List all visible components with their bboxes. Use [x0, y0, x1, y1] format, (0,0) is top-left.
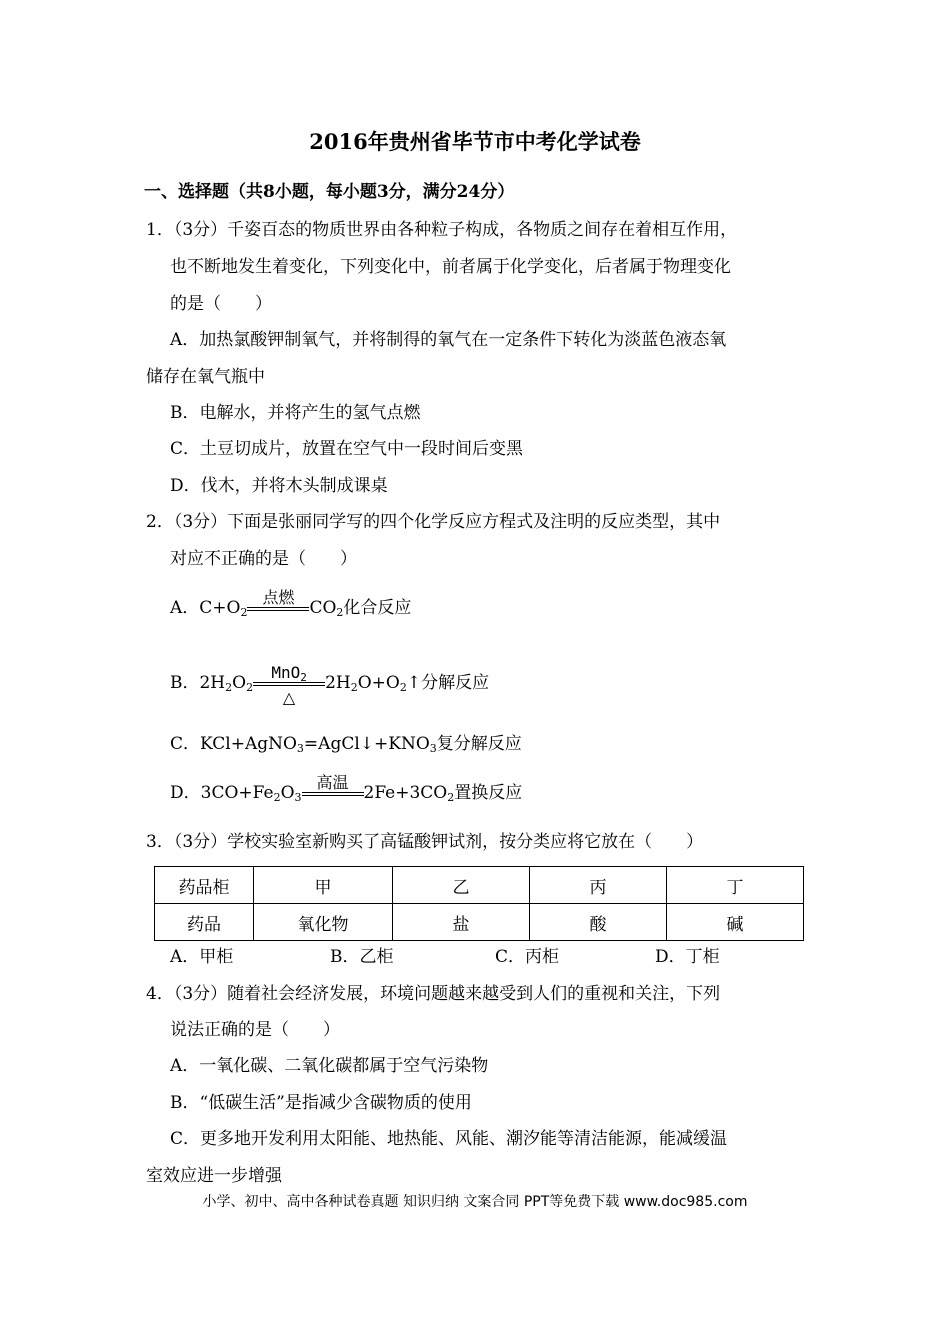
q2-c-part: C．KCl+AgNO — [170, 734, 297, 754]
q1-option-a-line1: A．加热氯酸钾制氧气，并将制得的氧气在一定条件下转化为淡蓝色液态氧 — [170, 330, 727, 350]
q2-a-product: CO — [309, 598, 337, 618]
heat-condition: △ — [282, 687, 296, 707]
catalyst-condition: MnO$_2$ — [271, 662, 307, 684]
table-row — [155, 867, 804, 904]
table-cell: 氧化物 — [254, 904, 393, 941]
section-heading: 一、选择题（共8小题，每小题3分，满分24分） — [144, 182, 515, 202]
q2-option-b — [170, 662, 490, 707]
q2-d-part: D．3CO+Fe — [170, 783, 274, 803]
table-cell: 丁 — [667, 867, 804, 904]
cabinet-table — [154, 866, 804, 941]
q4-option-a: A．一氧化碳、二氧化碳都属于空气污染物 — [170, 1056, 489, 1076]
reaction-equals-sign — [302, 772, 364, 796]
subscript: 2 — [399, 681, 407, 694]
q2-d-part: 2Fe+3CO — [363, 783, 448, 803]
q4-option-b: B．“低碳生活”是指减少含碳物质的使用 — [170, 1093, 472, 1113]
q1-option-d: D．伐木，并将木头制成课桌 — [170, 476, 388, 496]
table-cell: 乙 — [393, 867, 530, 904]
reaction-equals-sign — [253, 662, 325, 707]
q2-d-part: O — [280, 783, 295, 803]
subscript: 3 — [429, 742, 437, 755]
table-row — [155, 904, 804, 941]
q2-stem-line1: 2．（3分）下面是张丽同学写的四个化学反应方程式及注明的反应类型，其中 — [146, 512, 721, 532]
reaction-condition: 点燃 — [262, 587, 295, 607]
subscript: 2 — [350, 681, 358, 694]
subscript: 2 — [225, 681, 233, 694]
q3-option-b: B．乙柜 — [330, 947, 394, 967]
q2-c-type: 复分解反应 — [436, 734, 522, 754]
q2-stem-line2: 对应不正确的是（ ） — [170, 549, 357, 569]
q1-option-c: C．土豆切成片，放置在空气中一段时间后变黑 — [170, 439, 524, 459]
q2-b-reactant: B．2H — [170, 673, 226, 693]
q4-stem-line2: 说法正确的是（ ） — [170, 1020, 340, 1040]
reaction-equals-sign — [247, 587, 309, 611]
q3-stem: 3．（3分）学校实验室新购买了高锰酸钾试剂，按分类应将它放在（ ） — [146, 832, 704, 852]
table-cell: 碱 — [667, 904, 804, 941]
table-cell: 酸 — [530, 904, 667, 941]
page-title: 2016年贵州省毕节市中考化学试卷 — [309, 129, 641, 154]
q2-b-product-2: O+O — [357, 673, 400, 693]
q4-option-c-line2: 室效应进一步增强 — [146, 1166, 282, 1186]
subscript: 3 — [296, 742, 304, 755]
q3-option-a: A．甲柜 — [170, 947, 234, 967]
q2-option-d — [170, 772, 523, 810]
q2-a-type: 化合反应 — [343, 598, 412, 618]
subscript: 2 — [447, 791, 455, 804]
reaction-condition: 高温 — [316, 772, 349, 792]
subscript: 2 — [240, 606, 248, 619]
q3-option-c: C．丙柜 — [495, 947, 560, 967]
q3-option-d: D．丁柜 — [655, 947, 720, 967]
q2-a-reactants: A．C+O — [170, 598, 241, 618]
table-cell: 甲 — [254, 867, 393, 904]
q2-option-a — [170, 587, 412, 625]
table-cell: 药品柜 — [155, 867, 254, 904]
q1-option-b: B．电解水，并将产生的氢气点燃 — [170, 403, 421, 423]
footer-watermark-text: 小学、初中、高中各种试卷真题 知识归纳 文案合同 PPT等免费下载 www.doc985.com — [202, 1194, 748, 1210]
table-cell: 药品 — [155, 904, 254, 941]
subscript: 2 — [336, 606, 344, 619]
subscript: 2 — [246, 681, 254, 694]
table-cell: 盐 — [393, 904, 530, 941]
q2-d-type: 置换反应 — [454, 783, 523, 803]
q4-stem-line1: 4．（3分）随着社会经济发展，环境问题越来越受到人们的重视和关注，下列 — [146, 984, 721, 1004]
q2-c-part: =AgCl↓+KNO — [303, 734, 430, 754]
q2-option-c — [170, 732, 522, 761]
q2-b-product: 2H — [325, 673, 351, 693]
table-cell: 丙 — [530, 867, 667, 904]
q4-option-c-line1: C．更多地开发利用太阳能、地热能、风能、潮汐能等清洁能源，能减缓温 — [170, 1129, 728, 1149]
q1-option-a-line2: 储存在氧气瓶中 — [146, 367, 265, 387]
q1-stem-line1: 1．（3分）千姿百态的物质世界由各种粒子构成，各物质之间存在着相互作用， — [146, 220, 738, 240]
q1-stem-line2: 也不断地发生着变化，下列变化中，前者属于化学变化，后者属于物理变化 — [170, 257, 731, 277]
q2-b-type: ↑分解反应 — [406, 673, 490, 693]
subscript: 3 — [294, 791, 302, 804]
q2-b-reactant-o: O — [232, 673, 247, 693]
subscript: 2 — [273, 791, 281, 804]
q1-stem-line3: 的是（ ） — [170, 294, 272, 314]
